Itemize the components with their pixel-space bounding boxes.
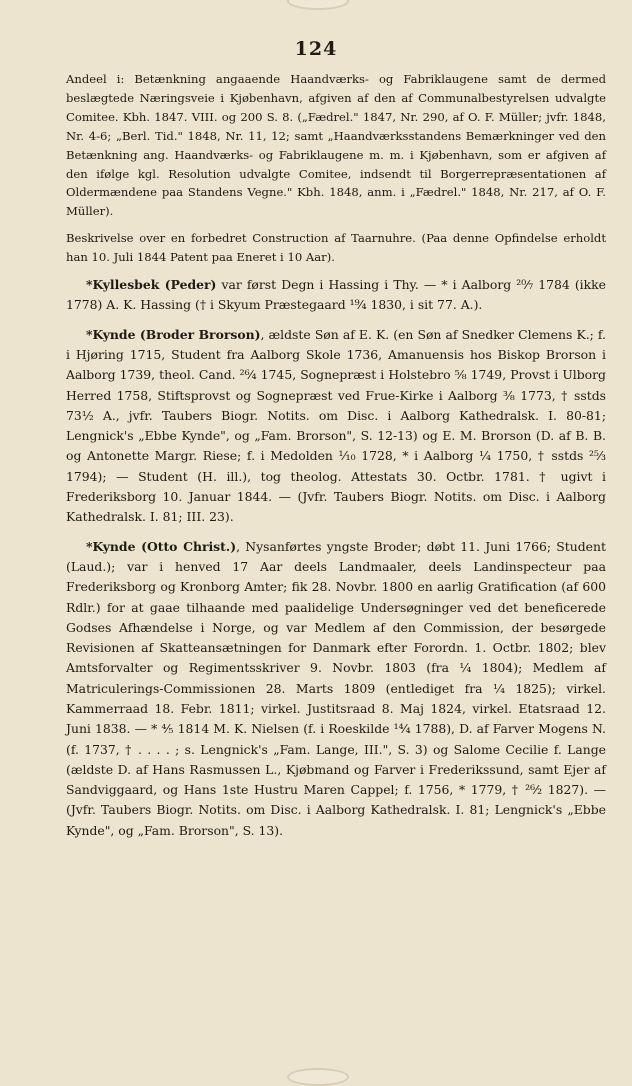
continuation-text: Andeel i: Betænkning angaaende Haandværks- og Fabriklaugene samt de dermed beslægtede Næringsveie i Kjøbenhavn, afgiven af den af Communalbestyrelsen udvalgte Comitee. Kbh. 1847. VIII. og 200 S. 8. („Fædrel." 1847, Nr. 290, af O. F. Müller; jvfr. 1848, Nr. 4-6; „Berl. Tid." 1848, Nr. 11, 12; samt „Haandværksstandens Bemærkninger ved den Betænkning ang. Haandværks- og Fabriklaugene m. m. i Kjøbenhavn, som er afgiven af den ifølge kgl. Resolution udvalgte Comitee, indsendt til Borgerrepræsentationen af Oldermændene paa Standens Vegne." Kbh. 1848, anm. i „Fædrel." 1848, Nr. 217, af O. F. Müller). [66, 72, 606, 219]
page-number: 124 [294, 38, 338, 60]
page-edge-mark-top [287, 0, 349, 10]
entry-text: , Nysanførtes yngste Broder; døbt 11. Juni 1766; Student (Laud.); var i henved 17 Aar deels Landmaaler, deels Landinspecteur paa Frederiksborg og Kronborg Amter; fik 28. Novbr. 1800 en aarlig Gratification (af 600 Rdlr.) for at gaae tilhaande med paalidelige Undersøgninger ved det beneficerede Godses Afhændelse i Norge, og var Medlem af den Commission, der besørgede Revisionen af Skatteansætningen for Danmark efter Forordn. 1. Octbr. 1802; blev Amtsforvalter og Regimentsskriver 9. Novbr. 1803 (fra ¼ 1804); Medlem af Matriculerings-Commissionen 28. Marts 1809 (entlediget fra ¼ 1825); virkel. Kammerraad 18. Febr. 1811; virkel. Justitsraad 8. Maj 1824, virkel. Etatsraad 12. Juni 1838. — * ⅘ 1814 M. K. Nielsen (f. i Roeskilde ¹⁴⁄₄ 1788), D. af Farver Mogens N. (f. 1737, † . . . . ; s. Lengnick's „Fam. Lange, III.", S. 3) og Salome Cecilie f. Lange (ældste D. af Hans Rasmussen L., Kjøbmand og Farver i Frederikssund, samt Ejer af Sandviggaard, og Hans 1ste Hustru Maren Cappel; f. 1756, * 1779, † ²⁶⁄₂ 1827). — (Jvfr. Taubers Biogr. Notits. om Disc. i Aalborg Kathedralsk. I. 81; Lengnick's „Ebbe Kynde", og „Fam. Brorson", S. 13). [66, 538, 606, 838]
page-body [66, 70, 606, 850]
entry-kynde-otto-christ [66, 537, 606, 841]
page-edge-mark-bottom [287, 1068, 349, 1086]
entry-headword: *Kyllesbek (Peder) [86, 277, 217, 293]
entry-kyllesbek-peder [66, 275, 606, 316]
entry-headword: *Kynde (Broder Brorson) [86, 326, 261, 342]
entry-text: , ældste Søn af E. K. (en Søn af Snedker Clemens K.; f. i Hjøring 1715, Student fra Aalborg Skole 1736, Amanuensis hos Biskop Brorson i Aalborg 1739, theol. Cand. ²⁶⁄₄ 1745, Sognepræst i Holstebro ⅝ 1749, Provst i Ulborg Herred 1758, Stiftsprovst og Sognepræst ved Frue-Kirke i Aalborg ⅜ 1773, † sstds 73½ A., jvfr. Taubers Biogr. Notits. om Disc. i Aalborg Kathedralsk. I. 80-81; Lengnick's „Ebbe Kynde", og „Fam. Brorson", S. 12-13) og E. M. Brorson (D. af B. B. og Antonette Margr. Riese; f. i Medolden ¹⁄₁₀ 1728, * i Aalborg ¼ 1750, † sstds ²⁵⁄₃ 1794); — Student (H. ill.), tog theolog. Attestats 30. Octbr. 1781. † ugivt i Frederiksborg 10. Januar 1844. — (Jvfr. Taubers Biogr. Notits. om Disc. i Aalborg Kathedralsk. I. 81; III. 23). [66, 326, 606, 525]
continuation-paragraph-1 [66, 70, 606, 221]
continuation-text: Beskrivelse over en forbedret Construction af Taarnuhre. (Paa denne Opfindelse erholdt han 10. Juli 1844 Patent paa Eneret i 10 Aar). [66, 231, 606, 265]
entry-headword: *Kynde (Otto Christ.) [86, 538, 237, 554]
continuation-paragraph-2 [66, 229, 606, 267]
entry-kynde-broder-brorson [66, 325, 606, 528]
entry-text: var først Degn i Hassing i Thy. — * i Aalborg ²⁰⁄₇ 1784 (ikke 1778) A. K. Hassing († i Skyum Præstegaard ¹⁹⁄₄ 1830, i sit 77. A.). [66, 277, 606, 313]
